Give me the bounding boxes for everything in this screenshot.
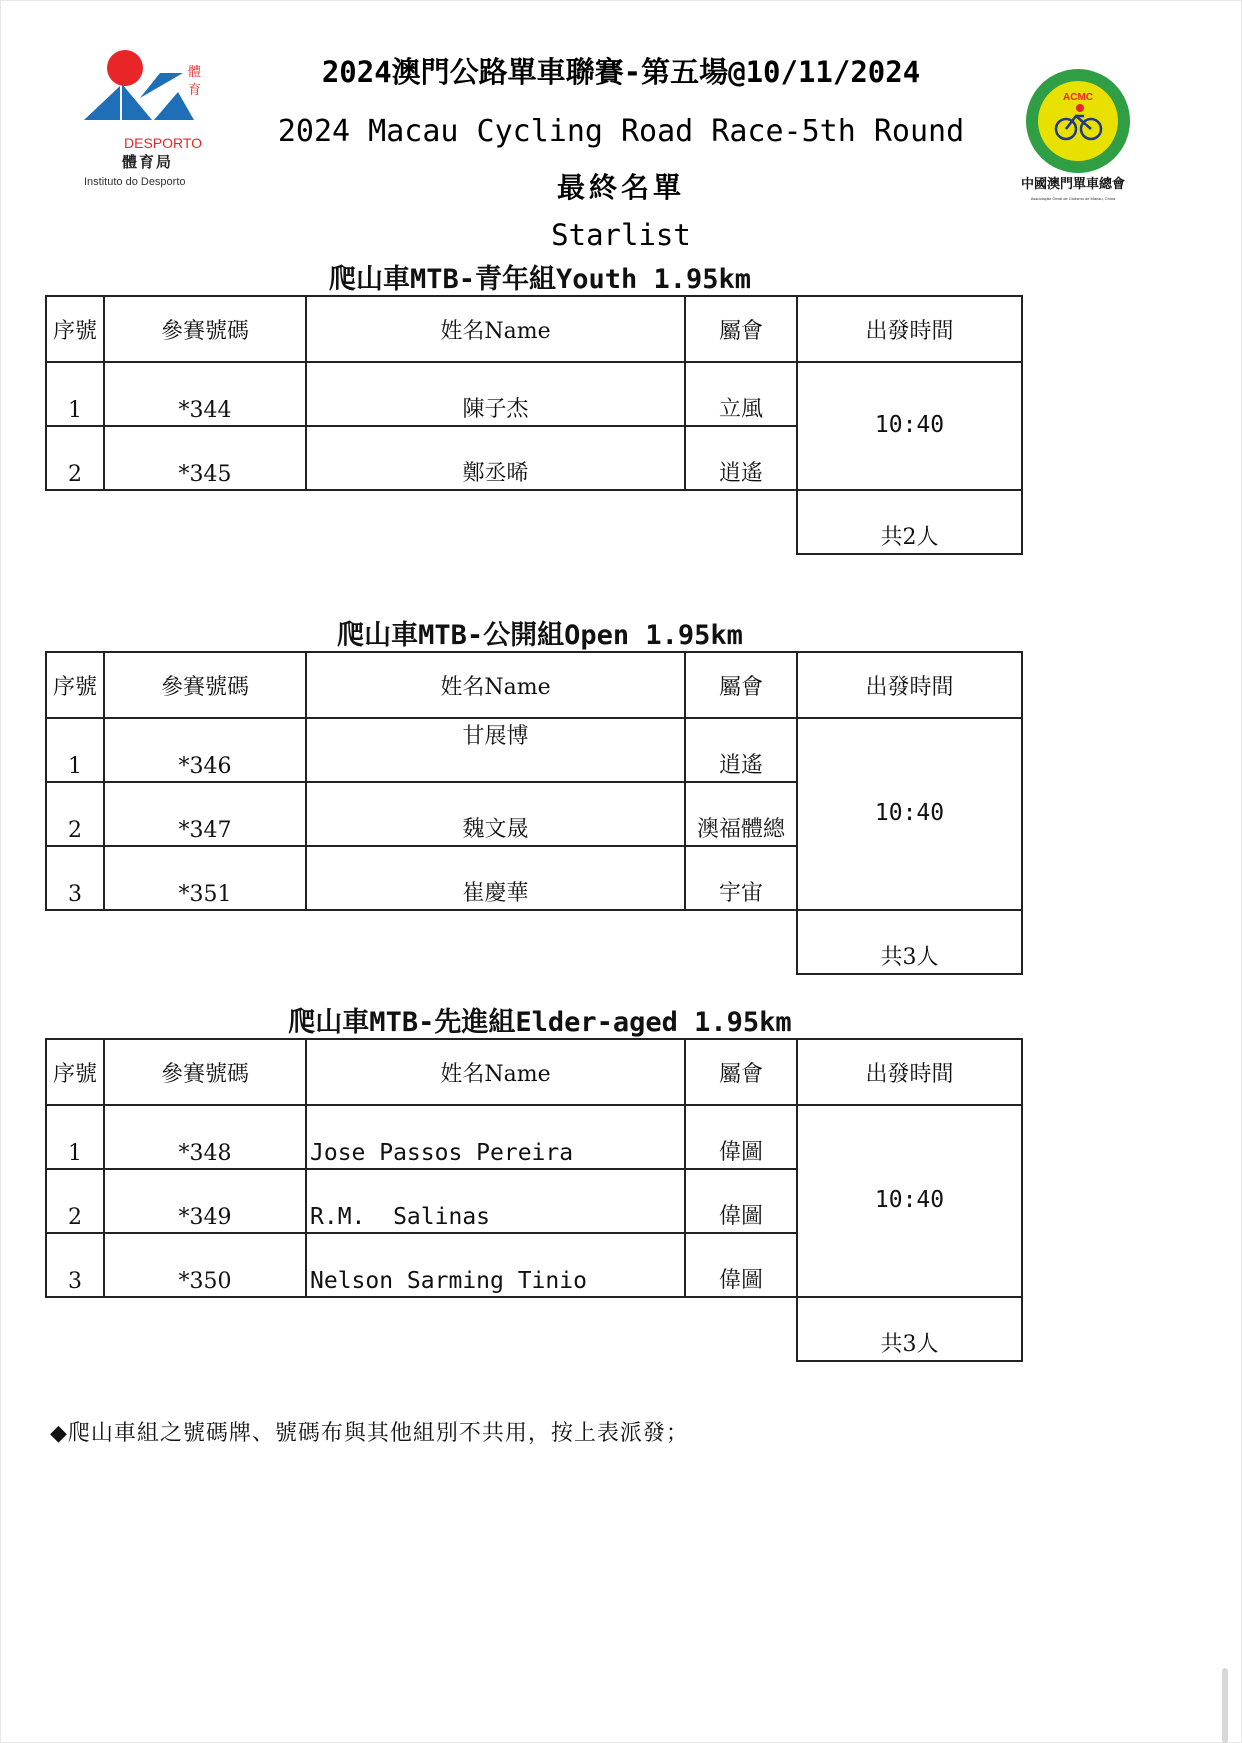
club-cell: 偉圖 bbox=[685, 1105, 797, 1169]
bib-cell: *345 bbox=[104, 426, 306, 490]
seq-cell: 2 bbox=[46, 1169, 104, 1233]
col-header-seq: 序號 bbox=[46, 652, 104, 718]
section-title-elder: 爬山車MTB-先進組Elder-aged 1.95km bbox=[288, 1007, 792, 1038]
start-table-elder bbox=[45, 1038, 1023, 1362]
table-header-row bbox=[46, 652, 1022, 718]
total-row bbox=[46, 1297, 1022, 1361]
col-header-start-time: 出發時間 bbox=[797, 296, 1022, 362]
club-cell: 澳福體總 bbox=[685, 782, 797, 846]
name-cell: 魏文晟 bbox=[306, 782, 685, 846]
name-cell: 陳子杰 bbox=[306, 362, 685, 426]
name-cell: R.M. Salinas bbox=[306, 1169, 685, 1233]
start-time-cell: 10:40 bbox=[797, 362, 1022, 490]
club-cell: 偉圖 bbox=[685, 1233, 797, 1297]
col-header-name: 姓名Name bbox=[306, 652, 685, 718]
name-cell: 甘展博 bbox=[306, 718, 685, 782]
col-header-bib: 參賽號碼 bbox=[104, 652, 306, 718]
table-header-row bbox=[46, 296, 1022, 362]
scrollbar[interactable] bbox=[1222, 1668, 1228, 1743]
total-row bbox=[46, 490, 1022, 554]
club-cell: 宇宙 bbox=[685, 846, 797, 910]
col-header-bib: 參賽號碼 bbox=[104, 1039, 306, 1105]
col-header-club: 屬會 bbox=[685, 1039, 797, 1105]
blank-cell bbox=[46, 490, 797, 554]
col-header-seq: 序號 bbox=[46, 1039, 104, 1105]
col-header-seq: 序號 bbox=[46, 296, 104, 362]
table-header-row bbox=[46, 1039, 1022, 1105]
blank-cell bbox=[46, 910, 797, 974]
name-cell: Jose Passos Pereira bbox=[306, 1105, 685, 1169]
seq-cell: 2 bbox=[46, 782, 104, 846]
club-cell: 逍遙 bbox=[685, 718, 797, 782]
svg-text:育: 育 bbox=[188, 83, 202, 98]
table-row bbox=[46, 718, 1022, 782]
name-cell: Nelson Sarming Tinio bbox=[306, 1233, 685, 1297]
col-header-name: 姓名Name bbox=[306, 1039, 685, 1105]
table-row bbox=[46, 362, 1022, 426]
bib-cell: *346 bbox=[104, 718, 306, 782]
bib-cell: *344 bbox=[104, 362, 306, 426]
seq-cell: 1 bbox=[46, 1105, 104, 1169]
bib-cell: *349 bbox=[104, 1169, 306, 1233]
name-cell: 崔慶華 bbox=[306, 846, 685, 910]
start-table-open bbox=[45, 651, 1023, 975]
distribution-note: ◆爬山車組之號碼牌、號碼布與其他組別不共用，按上表派發； bbox=[50, 1421, 689, 1446]
club-cell: 逍遙 bbox=[685, 426, 797, 490]
starlist-heading: Starlist bbox=[551, 218, 691, 252]
svg-text:中國澳門單車總會: 中國澳門單車總會 bbox=[1020, 177, 1126, 192]
table-row bbox=[46, 1105, 1022, 1169]
svg-text:體: 體 bbox=[188, 65, 202, 80]
start-time-cell: 10:40 bbox=[797, 718, 1022, 910]
svg-text:體育局: 體育局 bbox=[122, 153, 174, 171]
col-header-club: 屬會 bbox=[685, 296, 797, 362]
bib-cell: *351 bbox=[104, 846, 306, 910]
total-count: 共3人 bbox=[797, 910, 1022, 974]
seq-cell: 1 bbox=[46, 362, 104, 426]
seq-cell: 3 bbox=[46, 1233, 104, 1297]
club-cell: 偉圖 bbox=[685, 1169, 797, 1233]
final-list-heading: 最終名單 bbox=[556, 171, 685, 204]
club-cell: 立風 bbox=[685, 362, 797, 426]
col-header-bib: 參賽號碼 bbox=[104, 296, 306, 362]
col-header-name: 姓名Name bbox=[306, 296, 685, 362]
svg-text:Instituto do Desporto: Instituto do Desporto bbox=[84, 176, 186, 188]
total-count: 共2人 bbox=[797, 490, 1022, 554]
seq-cell: 1 bbox=[46, 718, 104, 782]
svg-text:Associação Geral de Ciclismo d: Associação Geral de Ciclismo de Macau, China bbox=[1030, 196, 1116, 201]
bib-cell: *350 bbox=[104, 1233, 306, 1297]
bib-cell: *348 bbox=[104, 1105, 306, 1169]
total-row bbox=[46, 910, 1022, 974]
col-header-start-time: 出發時間 bbox=[797, 652, 1022, 718]
name-cell: 鄭丞晞 bbox=[306, 426, 685, 490]
event-title-en: 2024 Macau Cycling Road Race-5th Round bbox=[277, 114, 965, 149]
section-title-open: 爬山車MTB-公開組Open 1.95km bbox=[337, 620, 743, 651]
blank-cell bbox=[46, 1297, 797, 1361]
col-header-start-time: 出發時間 bbox=[797, 1039, 1022, 1105]
event-title-zh: 2024澳門公路單車聯賽-第五場@10/11/2024 bbox=[321, 55, 921, 89]
seq-cell: 2 bbox=[46, 426, 104, 490]
seq-cell: 3 bbox=[46, 846, 104, 910]
total-count: 共3人 bbox=[797, 1297, 1022, 1361]
section-title-youth: 爬山車MTB-青年組Youth 1.95km bbox=[328, 264, 752, 295]
svg-text:ACMC: ACMC bbox=[1063, 92, 1093, 103]
bib-cell: *347 bbox=[104, 782, 306, 846]
col-header-club: 屬會 bbox=[685, 652, 797, 718]
svg-text:DESPORTO: DESPORTO bbox=[124, 135, 203, 151]
start-time-cell: 10:40 bbox=[797, 1105, 1022, 1297]
start-table-youth bbox=[45, 295, 1023, 555]
